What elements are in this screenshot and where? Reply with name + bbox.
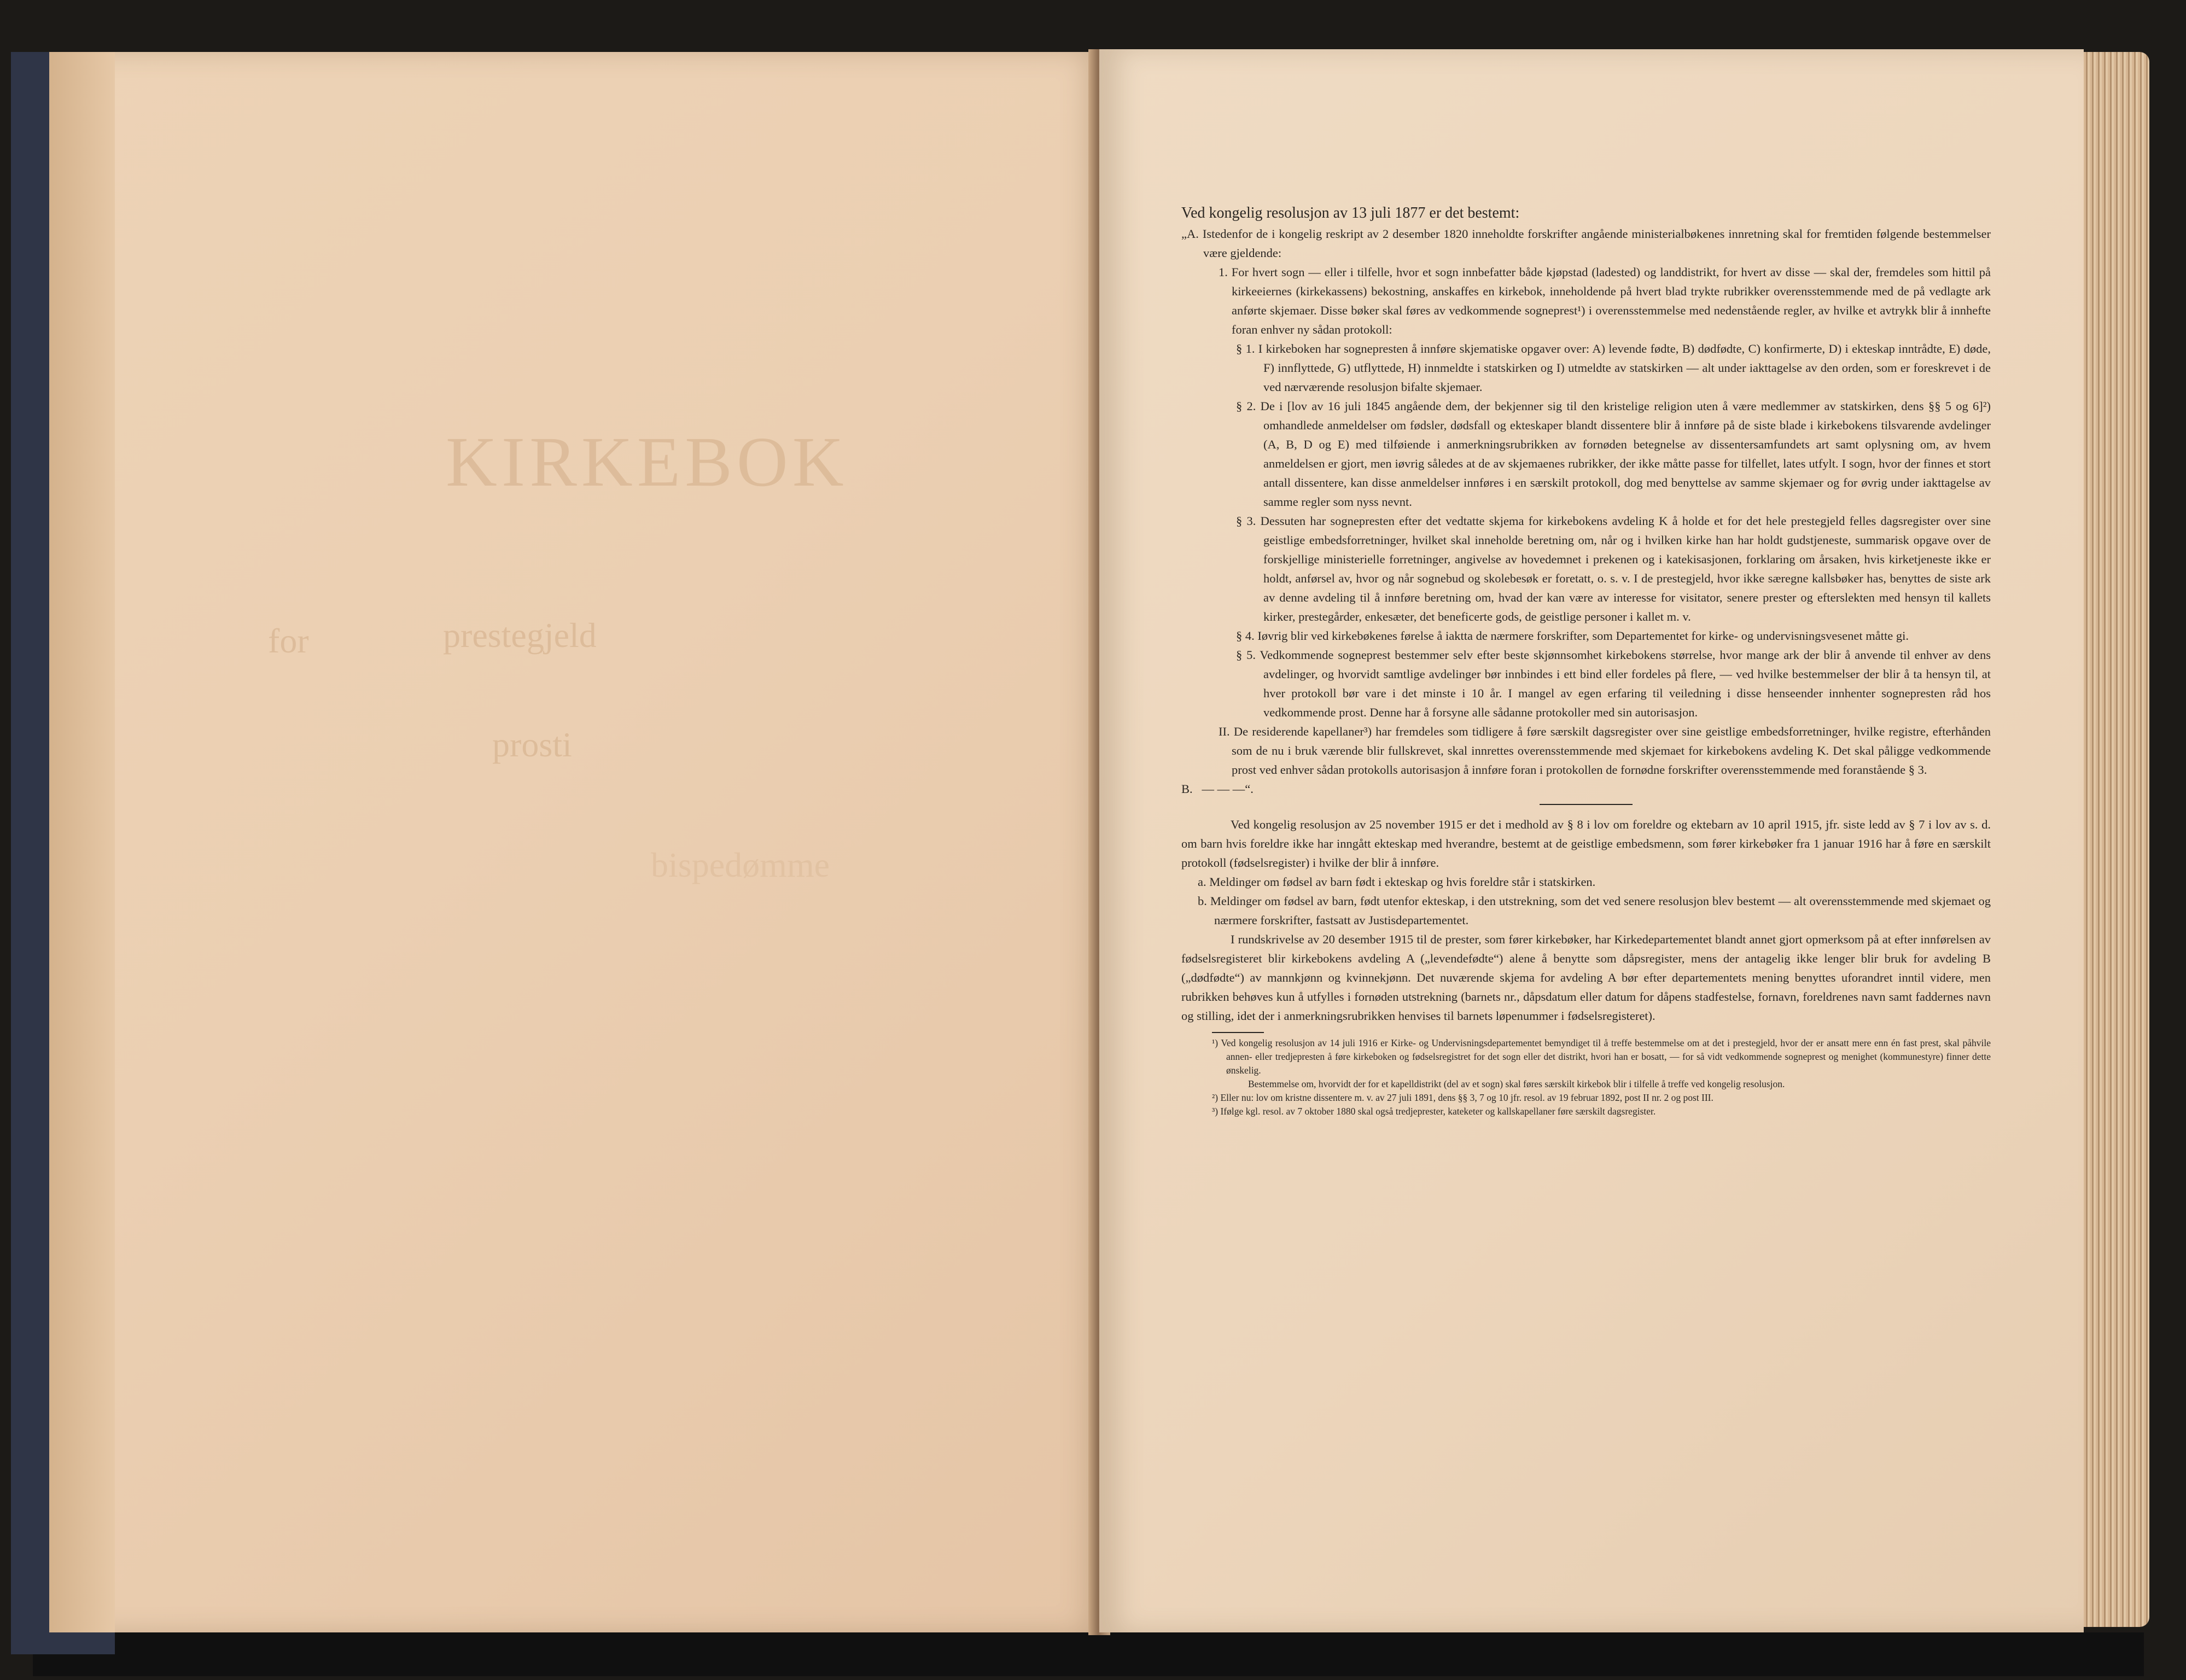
- paragraph-2: § 2. De i [lov av 16 juli 1845 angående dem, der bekjenner sig til den kristelige religion uten å være medlemmer av statskirken, dens §§ 5 og 6]²) omhandlede anmeldelser om fødsler, dødsfall og ekteskaper blandt dissentere blir å innføre på de siste blade i kirkebokens tilsvarende avdelinger (A, B, D og E) med tilføiende i anmerkningsrubrikken av fornøden betegnelse av dissentersamfundets art samt oplysning om, av hvem anmeldelsen er gjort, men iøvrig således at de av skjemaenes rubrikker, der ikke måtte passe for tilfellet, lates utfylt. I sogn, hvor der finnes et stort antall dissentere, kan disse anmeldelser innføres i en særskilt protokoll, dog med benyttelse av samme skjemaer og for øvrig under iakttagelse av samme regler som nyss nevnt.: [1236, 399, 1991, 509]
- paragraph-5: § 5. Vedkommende sogneprest bestemmer selv efter beste skjønnsomhet kirkebokens størrelse, hvor mange ark der blir å anvende til enhver av dens avdelinger, og hvorvidt samtlige avdelinger bør innbindes i ett bind eller fordeles på flere, — ved hvilke bestemmelser der blir å ta hensyn til, at hver protokoll bør vare i det minste i 10 år. I mangel av egen erfaring til veiledning i disse henseender innhenter sognepresten råd hos vedkommende prost. Denne har å forsyne alle sådanne protokoller med sin autorisasjon.: [1236, 648, 1991, 719]
- footnote-3: ³) Ifølge kgl. resol. av 7 oktober 1880 skal også tredjeprester, kateketer og kallskapellaner føre særskilt dagsregister.: [1212, 1106, 1656, 1117]
- section-b: B. — — —“.: [1181, 782, 1254, 796]
- footnote-rule: [1212, 1032, 1264, 1033]
- left-page-ghost-line: prestegjeld: [443, 616, 597, 655]
- paragraph-4: § 4. Iøvrig blir ved kirkebøkenes førelse å iaktta de nærmere forskrifter, som Departementet for kirke- og undervisningsvesenet måtte gi.: [1236, 629, 1909, 643]
- item-b: b. Meldinger om fødsel av barn, født utenfor ekteskap, i den utstrekning, som det ved senere resolusjon blev bestemt — alt overensstemmende med skjemaet og nærmere forskrifter, fastsatt av Justisdepartementet.: [1198, 894, 1991, 927]
- section-i: 1. For hvert sogn — eller i tilfelle, hvor et sogn innbefatter både kjøpstad (ladested) og landdistrikt, for hvert av disse — skal der, fremdeles som hittil på kirkeeiernes (kirkekassens) bekostning, anskaffes en kirkebok, inneholdende på hvert blad trykte rubrikker overensstemmende med de på vedlagte ark anførte skjemaer. Disse bøker skal føres av vedkommende sogneprest¹) i overensstemmelse med nedenstående regler, av hvilke et avtrykk blir å innhefte foran enhver ny sådan protokoll:: [1219, 265, 1991, 336]
- resolution-1915: Ved kongelig resolusjon av 25 november 1915 er det i medhold av § 8 i lov om foreldre og ektebarn av 10 april 1915, jfr. siste ledd av § 7 i lov av s. d. om barn hvis foreldre ikke har inngått ekteskap med hverandre, bestemt at de geistlige embedsmenn, som fører kirkebøker fra 1 januar 1916 har å føre en særskilt protokoll (fødselsregister) i hvilke der blir å innføre.: [1181, 818, 1991, 870]
- section-a-intro: „A. Istedenfor de i kongelig reskript av 2 desember 1820 inneholdte forskrifter angående ministerialbøkenes innretning skal for fremtiden følgende bestemmelser være gjeldende:: [1181, 227, 1991, 260]
- footnote-1: ¹) Ved kongelig resolusjon av 14 juli 1916 er Kirke- og Undervisningsdepartementet bemyndiget til å treffe bestemmelse om at det i prestegjeld, hvor der er ansatt mere enn én fast prest, skal påhvile annen- eller tredjepresten å føre kirkeboken og fødselsregistret for det sogn eller det distrikt, hvori han er bosatt, — for så vidt vedkommende sogneprest og menighet (kommunestyre) finner dette ønskelig.: [1212, 1037, 1991, 1076]
- left-page: [49, 52, 1105, 1632]
- left-page-ghost-line: bispedømme: [651, 845, 830, 884]
- rundskrivelse-paragraph: I rundskrivelse av 20 desember 1915 til de prester, som fører kirkebøker, har Kirkedepartementet blandt annet gjort opmerksom på at efter innførelsen av fødselsregisteret blir kirkebokens avdeling A („levendefødte“) alene å benytte som dåpsregister, mens der antagelig ikke lenger blir bruk for avdeling B („dødfødte“) av mannkjønn og kvinnekjønn. Det nuværende skjema for avdeling A bør efter departementets mening benyttes uforandret inntil videre, men rubrikken behøves kun å utfylles i fornøden utstrekning (barnets nr., dåpsdatum eller datum for dåpens stadfestelse, fornavn, foreldrenes navn samt faddernes navn og stilling, idet der i anmerkningsrubrikken henvises til barnets løpenummer i fødselsregisteret).: [1181, 932, 1991, 1023]
- footnote-2: ²) Eller nu: lov om kristne dissentere m. v. av 27 juli 1891, dens §§ 3, 7 og 10 jfr. resol. av 19 februar 1892, post II nr. 2 og post III.: [1212, 1092, 1713, 1103]
- left-page-ghost-title: KIRKEBOK: [446, 423, 848, 501]
- item-a: a. Meldinger om fødsel av barn født i ekteskap og hvis foreldre står i statskirken.: [1198, 875, 1596, 889]
- section-ii: II. De residerende kapellaner³) har fremdeles som tidligere å føre særskilt dagsregister over sine geistlige embedsforretninger, hvilke registre, efterhånden som de nu i bruk værende blir fullskrevet, skal innrettes overensstemmende med skjemaet for kirkebokens avdeling K. Det skal påligge vedkommende prost ved enhver sådan protokolls autorisasjon å innføre foran i protokollen de fornødne forskrifter overensstemmende med foranstående § 3.: [1219, 725, 1991, 777]
- paragraph-3: § 3. Dessuten har sognepresten efter det vedtatte skjema for kirkebokens avdeling K å holde et for det hele prestegjeld felles dagsregister over sine geistlige embedsforretninger, hvilket skal inneholde beretning om, når og i hvilken kirke han har holdt gudstjeneste, summarisk opgave over de forskjellige ministerielle forretninger, angivelse av hovedemnet i prekenen og i katekisasjonen, forklaring om årsaken, hvis kirketjeneste ikke er holdt, anførsel av, hvor og når sognebud og skolebesøk er foretatt, o. s. v. I de prestegjeld, hvor ikke særegne kallsbøker has, benyttes de siste ark av denne avdeling til å innføre beretning om, hvad der kan være av interesse for visitator, senere prester og efterslekten med hensyn til kallets kirker, prestegårder, enkesæter, det beneficerte gods, de geistlige personer i kallet m. v.: [1236, 514, 1991, 623]
- footnote-1-continued: Bestemmelse om, hvorvidt der for et kapelldistrikt (del av et sogn) skal føres særskilt kirkebok blir i tilfelle å treffe ved kongelig resolusjon.: [1248, 1078, 1785, 1089]
- left-page-ghost-line: for: [268, 621, 309, 660]
- paragraph-1: § 1. I kirkeboken har sognepresten å innføre skjematiske opgaver over: A) levende fødte, B) dødfødte, C) konfirmerte, D) i ekteskap inntrådte, E) døde, F) innflyttede, G) utflyttede, H) innmeldte i statskirken og I) utmeldte av statskirken — alt under iakttagelse av den orden, som er foreskrevet i de ved nærværende resolusjon bifalte skjemaer.: [1236, 342, 1991, 394]
- left-page-margin: [49, 52, 115, 1632]
- left-page-ghost-line: prosti: [492, 725, 572, 764]
- document-heading: Ved kongelig resolusjon av 13 juli 1877 er det bestemt:: [1181, 205, 1520, 221]
- footnotes: [1212, 1032, 1991, 1118]
- book-bottom-edge: [33, 1632, 2144, 1676]
- resolution-document: [1181, 202, 1991, 1118]
- divider-rule: [1540, 804, 1633, 805]
- page-stack-edge: [2084, 52, 2149, 1627]
